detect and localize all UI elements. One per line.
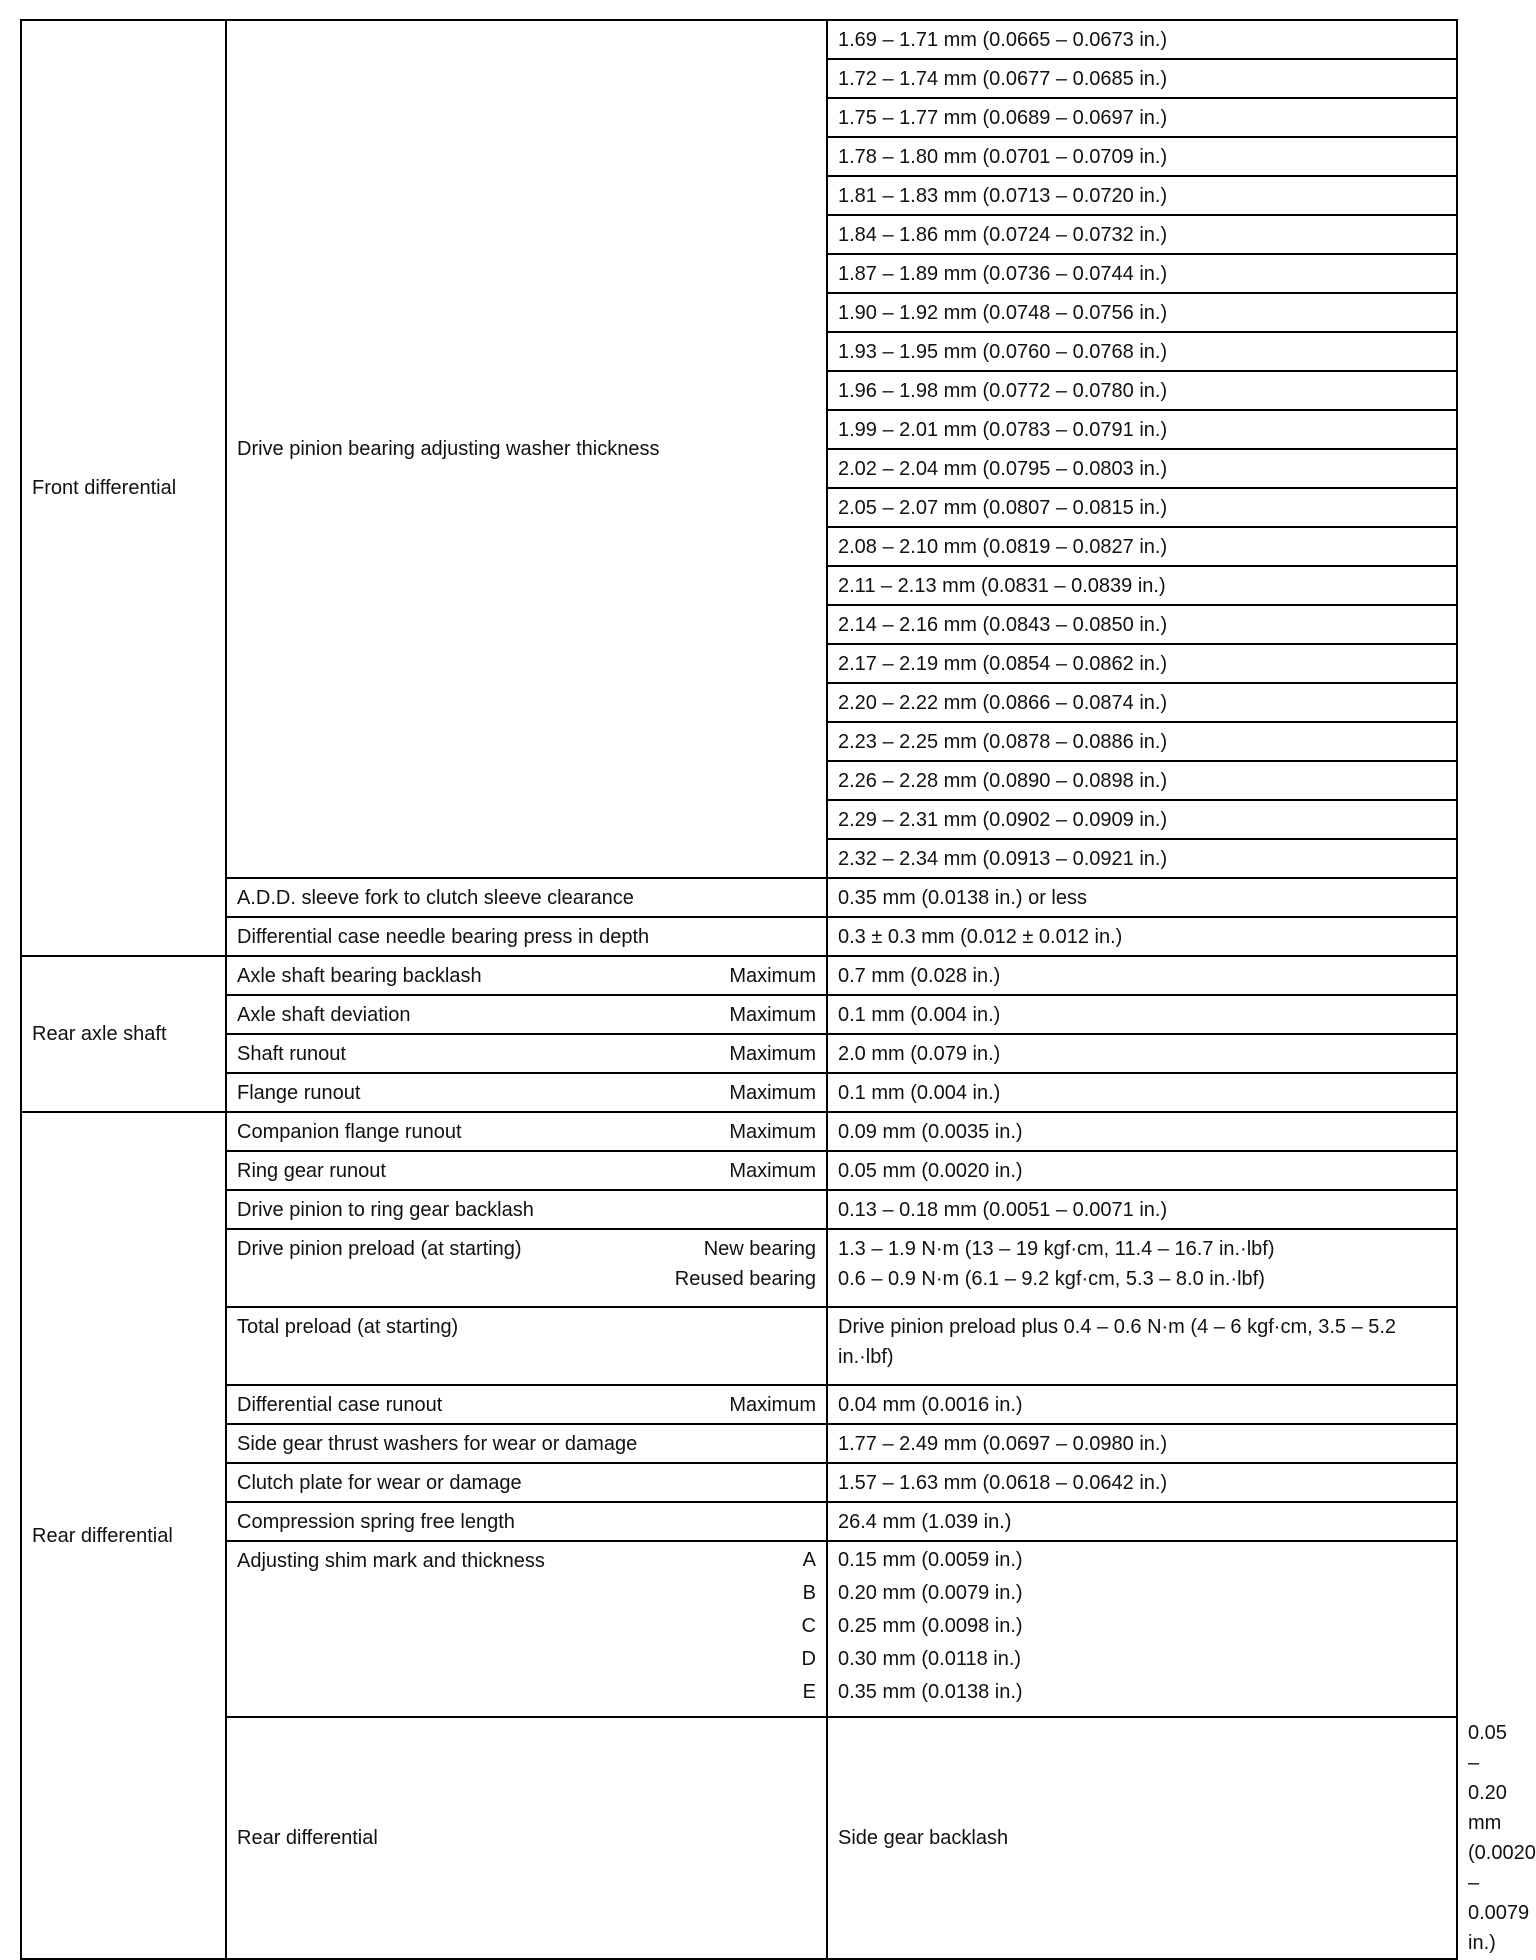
shim-value: 0.15 mm (0.0059 in.) [838,1549,1023,1571]
spec-value: Drive pinion preload plus 0.4 – 0.6 N·m (4 – 6 kgf·cm, 3.5 – 5.2 in.·lbf) [827,1307,1457,1385]
washer-value: 1.96 – 1.98 mm (0.0772 – 0.0780 in.) [827,371,1457,410]
table-row [21,878,1457,917]
group-rear-differential-2: Rear differential [226,1717,827,1959]
spec-value: 0.05 mm (0.0020 in.) [827,1151,1457,1190]
spec-label [226,1073,827,1112]
table-row [21,1463,1457,1502]
table-row [21,1385,1457,1424]
shim-value: 0.35 mm (0.0138 in.) [838,1681,1023,1703]
qualifier: Maximum [729,1159,816,1182]
label-text: Companion flange runout [237,1120,462,1143]
shim-mark: E [802,1681,816,1703]
table-row [21,1034,1457,1073]
add-clearance-label: A.D.D. sleeve fork to clutch sleeve clearance [226,878,827,917]
qualifier: Maximum [729,964,816,987]
washer-value: 1.75 – 1.77 mm (0.0689 – 0.0697 in.) [827,98,1457,137]
label-text: Axle shaft deviation [237,1003,411,1026]
washer-value: 1.93 – 1.95 mm (0.0760 – 0.0768 in.) [827,332,1457,371]
table-row [21,956,1457,995]
spec-label: Clutch plate for wear or damage [226,1463,827,1502]
table-row [21,995,1457,1034]
spec-label [226,1541,827,1717]
washer-value: 1.99 – 2.01 mm (0.0783 – 0.0791 in.) [827,410,1457,449]
new-bearing-qualifier: New bearing [703,1238,816,1260]
washer-value: 1.78 – 1.80 mm (0.0701 – 0.0709 in.) [827,137,1457,176]
washer-value: 2.26 – 2.28 mm (0.0890 – 0.0898 in.) [827,761,1457,800]
washer-value: 2.08 – 2.10 mm (0.0819 – 0.0827 in.) [827,527,1457,566]
table-row [21,1073,1457,1112]
washer-value: 1.84 – 1.86 mm (0.0724 – 0.0732 in.) [827,215,1457,254]
new-bearing-value: 1.3 – 1.9 N·m (13 – 19 kgf·cm, 11.4 – 16.7 in.·lbf) [838,1238,1275,1260]
spec-value [827,1541,1457,1717]
reused-bearing-qualifier: Reused bearing [674,1268,816,1290]
spec-value: 0.13 – 0.18 mm (0.0051 – 0.0071 in.) [827,1190,1457,1229]
spec-label [226,1034,827,1073]
spec-label [226,1112,827,1151]
spec-value: 0.1 mm (0.004 in.) [827,995,1457,1034]
table-row [21,1112,1457,1151]
table-row [21,917,1457,956]
spec-label [226,1385,827,1424]
washer-value: 2.17 – 2.19 mm (0.0854 – 0.0862 in.) [827,644,1457,683]
spec-value: 0.09 mm (0.0035 in.) [827,1112,1457,1151]
spec-label [226,1151,827,1190]
qualifier: Maximum [729,1081,816,1104]
specification-table [20,19,1536,1960]
washer-value: 2.32 – 2.34 mm (0.0913 – 0.0921 in.) [827,839,1457,878]
spec-label: Side gear thrust washers for wear or damage [226,1424,827,1463]
spec-value: 0.04 mm (0.0016 in.) [827,1385,1457,1424]
spec-label: Total preload (at starting) [226,1307,827,1385]
table-row [21,1307,1457,1385]
washer-value: 2.23 – 2.25 mm (0.0878 – 0.0886 in.) [827,722,1457,761]
washer-value: 2.29 – 2.31 mm (0.0902 – 0.0909 in.) [827,800,1457,839]
spec-value: 0.7 mm (0.028 in.) [827,956,1457,995]
qualifier: Maximum [729,1042,816,1065]
group-rear-differential: Rear differential [21,1112,226,1959]
label-text: Shaft runout [237,1042,346,1065]
spec-value: 1.77 – 2.49 mm (0.0697 – 0.0980 in.) [827,1424,1457,1463]
washer-value: 1.69 – 1.71 mm (0.0665 – 0.0673 in.) [827,20,1457,59]
washer-value: 1.90 – 1.92 mm (0.0748 – 0.0756 in.) [827,293,1457,332]
table-row [21,1151,1457,1190]
label-text: Differential case runout [237,1393,443,1416]
shim-marks [802,1544,816,1709]
shim-mark: D [801,1648,816,1670]
washer-value: 2.14 – 2.16 mm (0.0843 – 0.0850 in.) [827,605,1457,644]
label-text: Ring gear runout [237,1159,386,1182]
qualifier: Maximum [729,1393,816,1416]
label-text: Flange runout [237,1081,361,1104]
qualifier [675,1234,816,1294]
spec-body [21,20,1536,1959]
spec-label: Drive pinion to ring gear backlash [226,1190,827,1229]
shim-value: 0.20 mm (0.0079 in.) [838,1582,1023,1604]
table-row [21,20,1457,59]
table-row [21,1541,1457,1717]
shim-mark: B [802,1582,816,1604]
washer-value: 2.05 – 2.07 mm (0.0807 – 0.0815 in.) [827,488,1457,527]
table-row [21,1502,1457,1541]
shim-value: 0.25 mm (0.0098 in.) [838,1615,1023,1637]
needle-depth-value: 0.3 ± 0.3 mm (0.012 ± 0.012 in.) [827,917,1457,956]
washer-value: 1.72 – 1.74 mm (0.0677 – 0.0685 in.) [827,59,1457,98]
qualifier: Maximum [729,1003,816,1026]
spec-value: 1.57 – 1.63 mm (0.0618 – 0.0642 in.) [827,1463,1457,1502]
washer-value: 1.87 – 1.89 mm (0.0736 – 0.0744 in.) [827,254,1457,293]
table-row [21,1424,1457,1463]
washer-value: 2.20 – 2.22 mm (0.0866 – 0.0874 in.) [827,683,1457,722]
washer-value: 2.11 – 2.13 mm (0.0831 – 0.0839 in.) [827,566,1457,605]
spec-label [226,995,827,1034]
spec-label [226,1229,827,1307]
spec-value: 26.4 mm (1.039 in.) [827,1502,1457,1541]
spec-value: 2.0 mm (0.079 in.) [827,1034,1457,1073]
table-row [21,1229,1457,1307]
spec-label: Side gear backlash [827,1717,1457,1959]
spec-value: 0.1 mm (0.004 in.) [827,1073,1457,1112]
label-text: Adjusting shim mark and thickness [237,1550,545,1572]
reused-bearing-value: 0.6 – 0.9 N·m (6.1 – 9.2 kgf·cm, 5.3 – 8.0 in.·lbf) [838,1268,1265,1290]
washer-value: 2.02 – 2.04 mm (0.0795 – 0.0803 in.) [827,449,1457,488]
label-text: Axle shaft bearing backlash [237,964,482,987]
group-front-differential: Front differential [21,20,226,956]
spec-label [226,956,827,995]
add-clearance-value: 0.35 mm (0.0138 in.) or less [827,878,1457,917]
spec-label: Compression spring free length [226,1502,827,1541]
shim-mark: A [802,1549,816,1571]
label-text: Drive pinion preload (at starting) [237,1238,522,1260]
group-rear-axle-shaft: Rear axle shaft [21,956,226,1112]
washer-value: 1.81 – 1.83 mm (0.0713 – 0.0720 in.) [827,176,1457,215]
washer-thickness-label: Drive pinion bearing adjusting washer thickness [226,20,827,878]
table-row [21,1190,1457,1229]
table-row: Rear differential Side gear backlash 0.05 – 0.20 mm (0.0020 – 0.0079 in.) [21,1717,1457,1959]
qualifier: Maximum [729,1120,816,1143]
needle-depth-label: Differential case needle bearing press in depth [226,917,827,956]
shim-mark: C [801,1615,816,1637]
spec-value [827,1229,1457,1307]
shim-value: 0.30 mm (0.0118 in.) [838,1648,1022,1670]
